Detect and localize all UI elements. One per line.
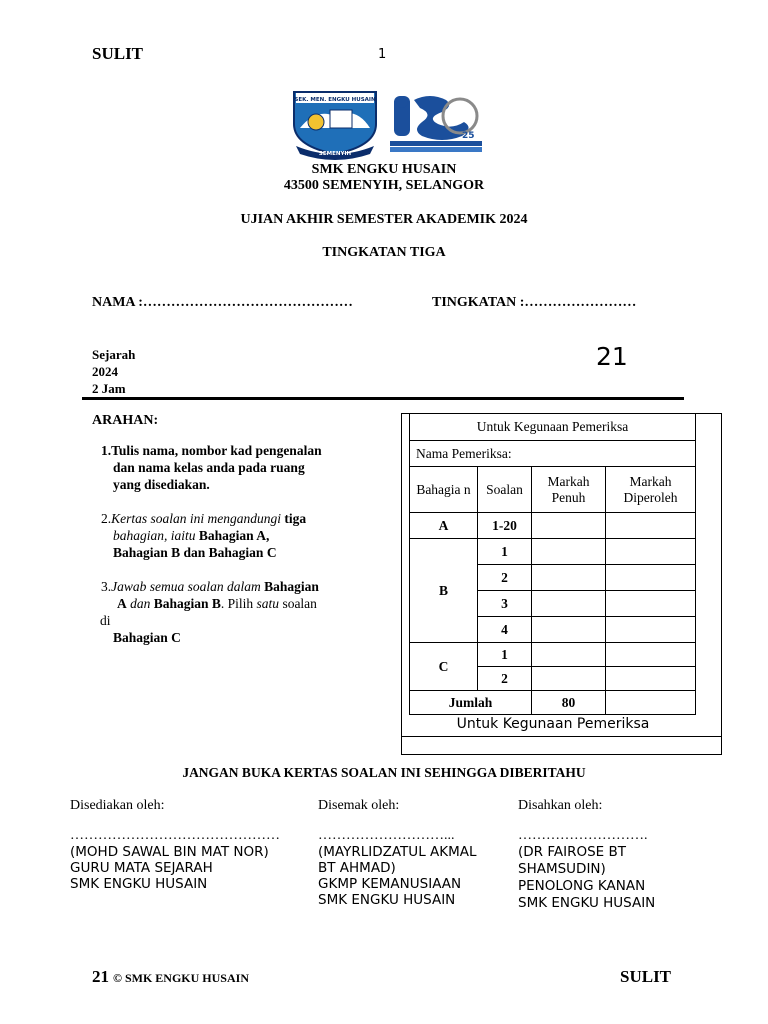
- instruction-3-text: soalan: [279, 596, 317, 611]
- instruction-2-text: , iaitu: [164, 528, 199, 543]
- nama-pemeriksa: Nama Pemeriksa:: [410, 441, 696, 467]
- instruction-3-text: . Pilih: [220, 596, 257, 611]
- arahan-heading: ARAHAN:: [92, 413, 159, 428]
- footer-left: [92, 967, 249, 987]
- footer-code: 21: [92, 967, 109, 986]
- section-a-questions: 1-20: [478, 513, 532, 539]
- signature-school: SMK ENGKU HUSAIN: [318, 892, 456, 908]
- nama-field: NAMA :………………………………………: [92, 295, 353, 310]
- instruction-3-text: satu: [256, 596, 280, 611]
- tingkatan-field: TINGKATAN :……………………: [432, 295, 637, 310]
- signature-school: SMK ENGKU HUSAIN: [70, 876, 208, 892]
- jumlah-label: Jumlah: [410, 691, 532, 715]
- program-logo: [390, 92, 482, 154]
- signature-role: GKMP KEMANUSIAAN: [318, 876, 462, 892]
- signature-disediakan: [70, 798, 310, 892]
- markah-diperoleh-cell[interactable]: [606, 591, 696, 617]
- instruction-3-bold: Bahagian: [264, 579, 319, 594]
- examiner-bottom-caption: Untuk Kegunaan Pemeriksa: [456, 716, 650, 732]
- signature-label: Disemak oleh:: [318, 798, 400, 813]
- exam-title: UJIAN AKHIR SEMESTER AKADEMIK 2024: [240, 212, 528, 227]
- instruction-1-line: dan nama kelas anda pada ruang: [113, 460, 305, 475]
- instructions: [101, 442, 371, 663]
- subject-year: 2024: [92, 364, 118, 379]
- instruction-2: [101, 510, 371, 561]
- footer-sulit: SULIT: [620, 967, 672, 986]
- signature-label: Disahkan oleh:: [518, 798, 603, 813]
- markah-penuh-cell[interactable]: [532, 539, 606, 565]
- col-markah-diperoleh: Markah Diperoleh: [606, 467, 696, 513]
- warning-text: JANGAN BUKA KERTAS SOALAN INI SEHINGGA DIBERITAHU: [182, 765, 586, 780]
- instruction-3-text: Jawab semua soalan dalam: [111, 579, 265, 594]
- signature-name: BT AHMAD): [318, 860, 396, 876]
- instruction-1: [101, 442, 371, 493]
- instruction-1-line: Tulis nama, nombor kad pengenalan: [111, 443, 322, 458]
- school-address: 43500 SEMENYIH, SELANGOR: [283, 178, 485, 193]
- instruction-3-bold: Bahagian B: [153, 596, 221, 611]
- signature-dots[interactable]: ………………………………………: [70, 828, 280, 843]
- signature-disahkan: [518, 798, 718, 912]
- jumlah-diperoleh-cell[interactable]: [606, 691, 696, 715]
- subject-info: [92, 346, 135, 397]
- section-c-question: 2: [478, 667, 532, 691]
- section-b-question: 4: [478, 617, 532, 643]
- examiner-box-divider: [401, 736, 721, 737]
- markah-diperoleh-cell[interactable]: [606, 565, 696, 591]
- school-name: SMK ENGKU HUSAIN: [311, 162, 457, 177]
- section-b-question: 1: [478, 539, 532, 565]
- instruction-2-bold: Bahagian A,: [198, 528, 270, 543]
- section-c: C: [410, 643, 478, 691]
- signature-disemak: [318, 798, 508, 908]
- svg-text:SEK. MEN. ENGKU HUSAIN: SEK. MEN. ENGKU HUSAIN: [294, 97, 376, 103]
- col-soalan: Soalan: [478, 467, 532, 513]
- examiner-title: Untuk Kegunaan Pemeriksa: [410, 414, 696, 441]
- instruction-3-bold: Bahagian C: [113, 630, 181, 645]
- examiner-table: [409, 413, 696, 715]
- col-bahagian: Bahagia n: [410, 467, 478, 513]
- instruction-2-text: Kertas soalan ini mengandungi: [111, 511, 285, 526]
- section-a: A: [410, 513, 478, 539]
- svg-text:25: 25: [462, 131, 475, 141]
- jumlah-total: 80: [532, 691, 606, 715]
- instruction-2-text: bahagian: [113, 528, 165, 543]
- section-b: B: [410, 539, 478, 643]
- signature-dots[interactable]: ………………………...: [318, 828, 455, 843]
- signature-school: SMK ENGKU HUSAIN: [518, 895, 656, 911]
- signature-label: Disediakan oleh:: [70, 798, 165, 813]
- form-level: TINGKATAN TIGA: [322, 245, 446, 260]
- header-sulit: SULIT: [92, 44, 144, 63]
- school-crest-logo: [286, 88, 384, 160]
- subject-name: Sejarah: [92, 347, 136, 362]
- markah-diperoleh-cell[interactable]: [606, 667, 696, 691]
- markah-diperoleh-cell[interactable]: [606, 643, 696, 667]
- subject-duration: 2 Jam: [92, 381, 126, 396]
- markah-penuh-cell[interactable]: [532, 617, 606, 643]
- instruction-1-line: yang disediakan.: [113, 477, 210, 492]
- markah-diperoleh-cell[interactable]: [606, 539, 696, 565]
- markah-diperoleh-cell[interactable]: [606, 617, 696, 643]
- signature-role: GURU MATA SEJARAH: [70, 860, 213, 876]
- section-b-question: 3: [478, 591, 532, 617]
- instruction-2-number: 2.: [101, 511, 112, 526]
- instruction-2-bold: Bahagian B dan Bahagian C: [113, 545, 277, 560]
- signature-dots[interactable]: ……………………….: [518, 828, 648, 843]
- instruction-3-bold: A: [117, 596, 127, 611]
- instruction-2-bold: tiga: [284, 511, 307, 526]
- col-markah-penuh: Markah Penuh: [532, 467, 606, 513]
- instruction-3-text: di: [100, 613, 111, 628]
- school-info: [0, 162, 768, 194]
- instruction-3: [101, 578, 371, 646]
- markah-diperoleh-cell[interactable]: [606, 513, 696, 539]
- markah-penuh-cell[interactable]: [532, 565, 606, 591]
- signature-name: (MOHD SAWAL BIN MAT NOR): [70, 844, 269, 860]
- signature-role: PENOLONG KANAN: [518, 878, 646, 894]
- footer-copyright: © SMK ENGKU HUSAIN: [113, 971, 249, 985]
- signature-name: SHAMSUDIN): [518, 861, 606, 877]
- section-c-question: 1: [478, 643, 532, 667]
- markah-penuh-cell[interactable]: [532, 667, 606, 691]
- svg-text:SEMENYIH: SEMENYIH: [318, 151, 352, 157]
- instruction-3-number: 3.: [101, 579, 112, 594]
- markah-penuh-cell[interactable]: [532, 513, 606, 539]
- instruction-1-number: 1.: [101, 443, 112, 458]
- page-number: 1: [378, 47, 387, 62]
- signature-name: (DR FAIROSE BT: [518, 844, 626, 860]
- section-b-question: 2: [478, 565, 532, 591]
- instruction-3-text: dan: [126, 596, 154, 611]
- signature-name: (MAYRLIDZATUL AKMAL: [318, 844, 477, 860]
- markah-penuh-cell[interactable]: [532, 643, 606, 667]
- horizontal-rule: [82, 397, 684, 400]
- markah-penuh-cell[interactable]: [532, 591, 606, 617]
- subject-code: 21: [596, 342, 628, 371]
